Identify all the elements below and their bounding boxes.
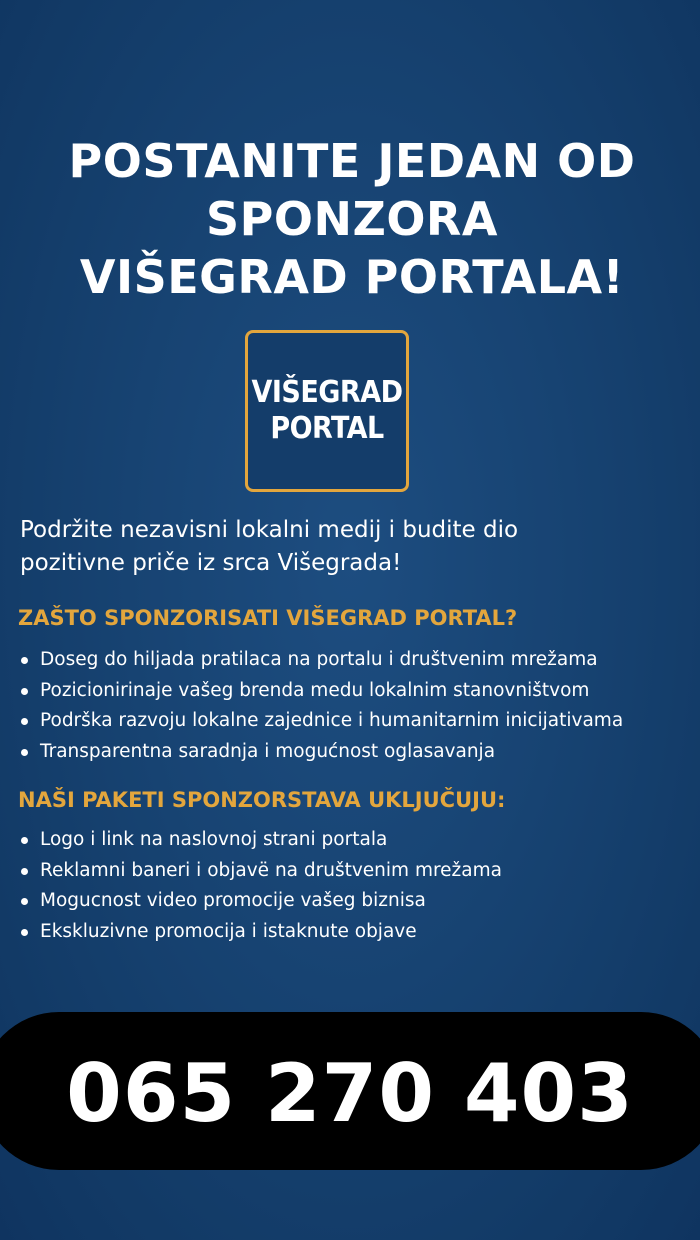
packages-list (18, 825, 700, 947)
headline (0, 132, 700, 306)
logo-line-2: PORTAL (270, 411, 384, 446)
why-sponsor-list (18, 645, 700, 767)
logo-line-1: VIŠEGRAD (251, 375, 403, 410)
list-item: Podrška razvoju lokalne zajednice i humanitarnim inicijativama (18, 706, 700, 737)
phone-number[interactable]: 065 270 403 (66, 1046, 634, 1140)
headline-line-3: VIŠEGRAD PORTALA! (79, 250, 625, 304)
list-item: Reklamni baneri i objavë na društvenim mrežama (18, 856, 700, 887)
list-item: Logo i link na naslovnoj strani portala (18, 825, 700, 856)
list-item: Transparentna saradnja i mogućnost oglasavanja (18, 737, 700, 768)
phone-banner (0, 1012, 700, 1170)
visegrad-portal-logo (245, 330, 409, 492)
list-item: Pozicionirinaje vašeg brenda medu lokalnim stanovništvom (18, 676, 700, 707)
why-sponsor-heading: ZAŠTO SPONZORISATI VIŠEGRAD PORTAL? (18, 606, 518, 630)
intro-text (20, 514, 680, 580)
headline-line-1: POSTANITE JEDAN OD (68, 134, 636, 188)
intro-line-1: Podržite nezavisni lokalni medij i budite dio (20, 517, 519, 543)
intro-line-2: pozitivne priče iz srca Višegrada! (20, 550, 402, 576)
headline-line-2: SPONZORA (206, 192, 498, 246)
packages-heading: NAŠI PAKETI SPONZORSTAVA UKLJUČUJU: (18, 788, 506, 812)
list-item: Ekskluzivne promocija i istaknute objave (18, 917, 700, 948)
list-item: Mogucnost video promocije vašeg biznisa (18, 886, 700, 917)
list-item: Doseg do hiljada pratilaca na portalu i društvenim mrežama (18, 645, 700, 676)
